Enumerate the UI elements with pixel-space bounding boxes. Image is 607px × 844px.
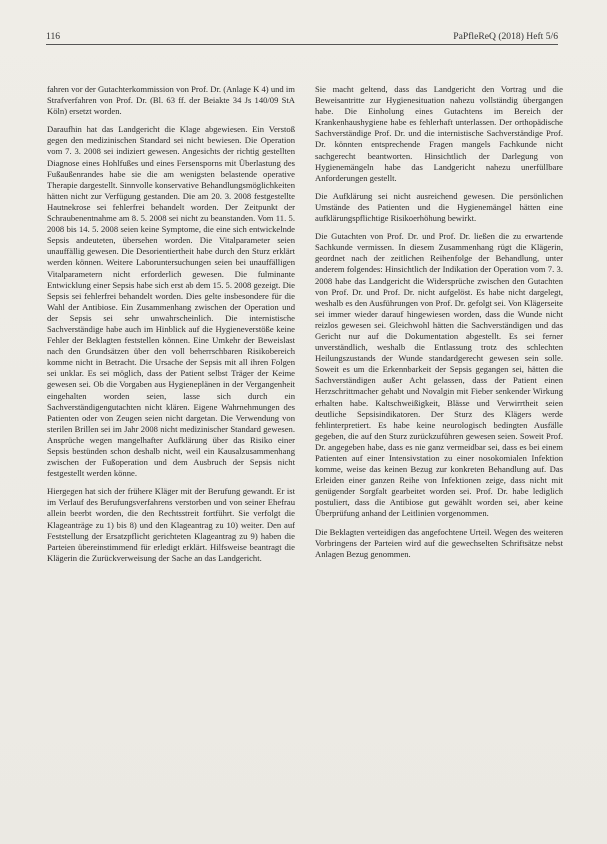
left-column (47, 84, 295, 571)
paragraph: Sie macht geltend, dass das Landgericht den Vortrag und die Beweisantritte zur Hygienesituation nahezu vollständig übergangen habe. Die Einholung eines Gutachtens im Bereich der Krankenhaushygiene habe es fehlerhaft unterlassen. Der orthopädische Sachverständige Prof. Dr. und die internistische Sachverständige Prof. Dr. könnten entsprechende Fragen mangels Fachkunde nicht sachgerecht beantworten. Hinsichtlich der Darlegung von Hygienemängeln habe das Landgericht nahezu unerfüllbare Anforderungen gestellt. (315, 84, 563, 183)
paragraph: Die Beklagten verteidigen das angefochtene Urteil. Wegen des weiteren Vorbringens der Parteien wird auf die gewechselten Schriftsätze nebst Anlagen Bezug genommen. (315, 526, 563, 559)
paragraph: fahren vor der Gutachterkommission von Prof. Dr. (Anlage K 4) und im Strafverfahren von Prof. Dr. (Bl. 63 ff. der Beiakte 34 Js 140/09 StA Köln) ersetzt worden. (47, 84, 295, 117)
paragraph: Daraufhin hat das Landgericht die Klage abgewiesen. Ein Verstoß gegen den medizinischen Standard sei nicht bewiesen. Die Operation vom 7. 3. 2008 sei indiziert gewesen. Angesichts der richtig gestellten Diagnose eines Hohlfußes und eines Fersensporns mit Überlastung des Fußaußenrandes habe sie die am wenigsten belastende operative Therapie dargestellt. Sinnvolle konservative Behandlungsmöglichkeiten hätten nicht zur Verfügung gestanden. Die am 20. 3. 2008 festgestellte Hautnekrose sei fehlerfrei behandelt worden. Der Zeitpunkt der Schraubenentnahme am 8. 5. 2008 sei nicht zu beanstanden. Vom 11. 5. 2008 bis 14. 5. 2008 seien keine Symptome, die eine sich entwickelnde Sepsis andeuteten, übersehen worden. Die Vitalparameter seien unauffällig gewesen. Die Desorientiertheit habe durch den Sturz erklärt werden können. Weitere Laboruntersuchungen seien bei unauffälligen Vitalparametern nicht erforderlich gewesen. Die fulminante Entwicklung einer Sepsis habe sich erst ab dem 15. 5. 2008 gezeigt. Die Sepsis sei fehlerfrei behandelt worden. Dies gelte insbesondere für die Wahl der Antibiose. Ein Zusammenhang zwischen der Operation und der Sepsis sei sehr unwahrscheinlich. Die internistische Sachverständige habe auch im Hinblick auf die Hygieneverstöße keine Fehler der Beklagten feststellen können. Eine Umkehr der Beweislast nach den Grundsätzen über den voll beherrschbaren Risikobereich komme nicht in Betracht. Die Ursache der Sepsis mit all ihren Folgen sei unklar. Es sei möglich, dass der Patient selbst Träger der Keime gewesen sei. Ob die Vorgaben aus Hygieneplänen in der Vergangenheit eingehalten worden seien, lasse sich durch ein Sachverständigengutachten nicht klären. Eigene Wahrnehmungen des Patienten oder von Zeugen seien nicht dargetan. Die Verwendung von sterilen Brillen sei im Jahr 2008 nicht medizinischer Standard gewesen. Ansprüche wegen mangelhafter Aufklärung über das Risiko einer Sepsis bestünden schon deshalb nicht, weil ein Kausalzusammenhang zwischen der Fußoperation und dem Ausbruch der Sepsis nicht festgestellt werden könne. (47, 124, 295, 479)
paragraph: Hiergegen hat sich der frühere Kläger mit der Berufung gewandt. Er ist im Verlauf des Berufungsverfahrens verstorben und von seiner Ehefrau allein beerbt worden, die den Rechtsstreit fortführt. Sie verfolgt die Klageanträge zu 1) bis 8) und den Klageantrag zu 10) weiter. Den auf Feststellung der Ersatzpflicht gerichteten Klageantrag zu 9) haben die Parteien übereinstimmend für erledigt erklärt. Hilfsweise beantragt die Klägerin die Zurückverweisung der Sache an das Landgericht. (47, 486, 295, 563)
journal-reference: PaPfleReQ (2018) Heft 5/6 (453, 31, 558, 42)
paragraph: Die Aufklärung sei nicht ausreichend gewesen. Die persönlichen Umstände des Patienten und die Hygienemängel hätten eine aufklärungspflichtige Risikoerhöhung bewirkt. (315, 190, 563, 224)
paragraph: Die Gutachten von Prof. Dr. und Prof. Dr. ließen die zu erwartende Sachkunde vermissen. In diesem Zusammenhang rügt die Klägerin, geordnet nach der zeitlichen Reihenfolge der Behandlung, unter anderem folgendes: Hinsichtlich der Indikation der Operation vom 7. 3. 2008 habe das Landgericht die Widersprüche zwischen den Gutachten von Prof. Dr. und Prof. Dr. nicht aufgelöst. Es habe nicht dargelegt, weshalb es den Ausführungen von Prof. Dr. gefolgt sei. Von Klägerseite sei immer wieder darauf hingewiesen worden, dass die Wunde nicht reizlos gewesen sei. Gleichwohl hätten die Sachverständigen und das Gericht nur auf die Dokumentation abgestellt. Es sei ferner unverständlich, weshalb die Entlassung trotz des schlechten Heilungszustands der Wunde standardgerecht gewesen sein solle. Soweit es um die Erkennbarkeit der Sepsis gegangen sei, hätten die Sachverständigen außer Acht gelassen, dass der Patient einen Herzschrittmacher gehabt und Novalgin mit Fieber senkender Wirkung erhalten habe. Kaltschweißigkeit, Blässe und Verwirrtheit seien deutliche Sepsisindikatoren. Der Sturz des Klägers werde fehlinterpretiert. Es habe keine neurologisch bedingten Ausfälle gegeben, die auf den Sturz zurückzuführen gewesen seien. Soweit Prof. Dr. angegeben habe, dass es nie ganz vermeidbar sei, dass es bei einem Patienten auf einer Intensivstation zu einer nosokomialen Infektion komme, weise das keinen Bezug zur konkreten Behandlung auf. Das Erleiden einer ganzen Reihe von Infektionen zeige, dass nicht mit genügender Sorgfalt gearbeitet worden sei. Prof. Dr. habe lediglich postuliert, dass die Antibiose gut gewählt worden sei, aber keine Überprüfung anhand der Leitlinien vorgenommen. (315, 231, 563, 519)
header-rule (46, 44, 558, 45)
page-number: 116 (46, 31, 61, 42)
right-column (315, 84, 563, 567)
